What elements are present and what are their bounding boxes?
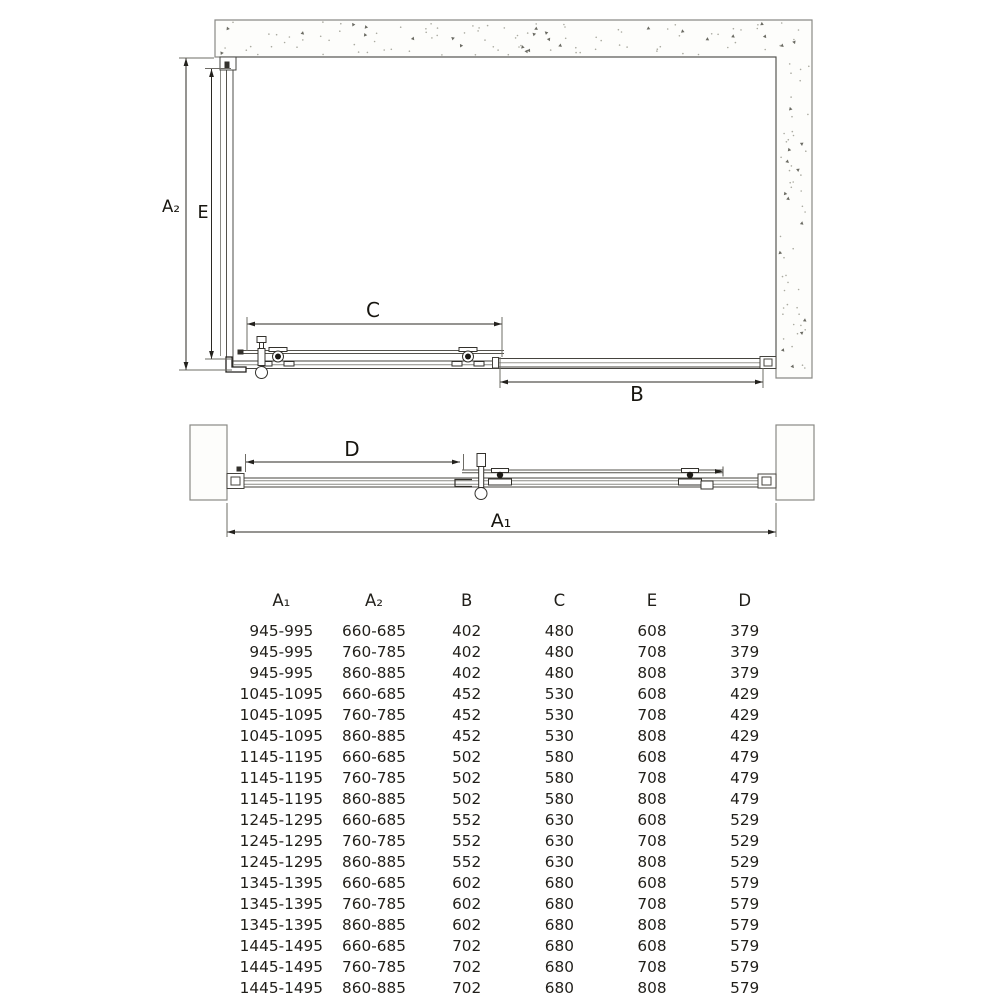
table-row bbox=[235, 831, 791, 852]
table-cell: 429 bbox=[730, 727, 760, 745]
table-cell: 660-685 bbox=[342, 937, 406, 955]
table-cell: 708 bbox=[637, 958, 667, 976]
table-cell: 429 bbox=[730, 685, 760, 703]
table-header-cell: A₁ bbox=[272, 591, 291, 610]
table-cell: 660-685 bbox=[342, 874, 406, 892]
table-cell: 452 bbox=[452, 685, 482, 703]
table-cell: 579 bbox=[730, 895, 760, 913]
table-body bbox=[235, 621, 791, 999]
door-handle bbox=[256, 337, 268, 379]
glass-panel bbox=[233, 57, 776, 363]
table-cell: 702 bbox=[452, 937, 482, 955]
table-header-row bbox=[235, 590, 791, 612]
dim-d bbox=[246, 437, 464, 472]
table-cell: 630 bbox=[544, 811, 574, 829]
table-cell: 580 bbox=[544, 790, 574, 808]
table-cell: 452 bbox=[452, 727, 482, 745]
dim-e bbox=[197, 69, 231, 360]
table-cell: 429 bbox=[730, 706, 760, 724]
table-cell: 579 bbox=[730, 979, 760, 997]
table-cell: 502 bbox=[452, 790, 482, 808]
left-profile bbox=[220, 57, 236, 363]
table-cell: 680 bbox=[544, 916, 574, 934]
dim-label-c: C bbox=[366, 298, 380, 322]
table-cell: 402 bbox=[452, 664, 482, 682]
table-cell: 579 bbox=[730, 937, 760, 955]
table-cell: 602 bbox=[452, 874, 482, 892]
table-cell: 760-785 bbox=[342, 958, 406, 976]
dim-label-a2: A₂ bbox=[162, 197, 180, 216]
table-header-cell: B bbox=[461, 591, 473, 610]
table-row bbox=[235, 978, 791, 999]
table-cell: 480 bbox=[544, 643, 574, 661]
table-cell: 1045-1095 bbox=[239, 727, 324, 745]
table-cell: 860-885 bbox=[342, 727, 406, 745]
table-cell: 702 bbox=[452, 979, 482, 997]
table-row bbox=[235, 684, 791, 705]
wall-speckles-icon bbox=[195, 21, 811, 495]
table-cell: 402 bbox=[452, 643, 482, 661]
table-cell: 708 bbox=[637, 769, 667, 787]
table-row bbox=[235, 894, 791, 915]
table-cell: 402 bbox=[452, 622, 482, 640]
table-row bbox=[235, 936, 791, 957]
table-cell: 808 bbox=[637, 853, 667, 871]
table-cell: 945-995 bbox=[249, 664, 314, 682]
table-cell: 630 bbox=[544, 832, 574, 850]
table-cell: 552 bbox=[452, 811, 482, 829]
table-row bbox=[235, 747, 791, 768]
table-cell: 379 bbox=[730, 643, 760, 661]
front-view bbox=[162, 20, 812, 496]
table-cell: 860-885 bbox=[342, 916, 406, 934]
table-cell: 660-685 bbox=[342, 811, 406, 829]
table-cell: 1245-1295 bbox=[239, 832, 324, 850]
table-cell: 680 bbox=[544, 895, 574, 913]
table-cell: 860-885 bbox=[342, 664, 406, 682]
table-cell: 808 bbox=[637, 664, 667, 682]
table-cell: 1245-1295 bbox=[239, 811, 324, 829]
plan-handle-knob bbox=[475, 454, 487, 500]
table-cell: 502 bbox=[452, 748, 482, 766]
table-cell: 660-685 bbox=[342, 748, 406, 766]
table-cell: 479 bbox=[730, 769, 760, 787]
table-row bbox=[235, 873, 791, 894]
table-cell: 608 bbox=[637, 874, 667, 892]
table-cell: 608 bbox=[637, 937, 667, 955]
table-cell: 808 bbox=[637, 916, 667, 934]
table-cell: 580 bbox=[544, 748, 574, 766]
table-cell: 602 bbox=[452, 895, 482, 913]
table-cell: 452 bbox=[452, 706, 482, 724]
table-cell: 680 bbox=[544, 979, 574, 997]
table-cell: 860-885 bbox=[342, 790, 406, 808]
table-cell: 708 bbox=[637, 643, 667, 661]
table-cell: 530 bbox=[544, 706, 574, 724]
table-row bbox=[235, 810, 791, 831]
plan-clamp-left bbox=[489, 469, 512, 486]
table-cell: 760-785 bbox=[342, 895, 406, 913]
table-cell: 680 bbox=[544, 937, 574, 955]
table-cell: 608 bbox=[637, 622, 667, 640]
table-header-cell: E bbox=[646, 591, 658, 610]
table-row bbox=[235, 621, 791, 642]
table-cell: 1145-1195 bbox=[239, 748, 324, 766]
table-cell: 680 bbox=[544, 874, 574, 892]
table-cell: 579 bbox=[730, 958, 760, 976]
table-cell: 608 bbox=[637, 748, 667, 766]
table-header-cell: A₂ bbox=[365, 591, 383, 610]
table-cell: 529 bbox=[730, 832, 760, 850]
table-cell: 1145-1195 bbox=[239, 769, 324, 787]
dim-label-a1: A₁ bbox=[490, 510, 512, 532]
table-cell: 579 bbox=[730, 916, 760, 934]
table-cell: 479 bbox=[730, 748, 760, 766]
table-cell: 1345-1395 bbox=[239, 916, 324, 934]
table-header-cell: D bbox=[738, 591, 752, 610]
table-row bbox=[235, 663, 791, 684]
table-cell: 760-785 bbox=[342, 706, 406, 724]
table-cell: 708 bbox=[637, 832, 667, 850]
table-cell: 608 bbox=[637, 811, 667, 829]
table-cell: 1445-1495 bbox=[239, 958, 324, 976]
table-cell: 708 bbox=[637, 895, 667, 913]
table-cell: 579 bbox=[730, 874, 760, 892]
table-row bbox=[235, 789, 791, 810]
table-cell: 945-995 bbox=[249, 622, 314, 640]
table-row bbox=[235, 957, 791, 978]
table-cell: 660-685 bbox=[342, 685, 406, 703]
table-cell: 529 bbox=[730, 853, 760, 871]
wall-block-left bbox=[190, 425, 227, 500]
table-cell: 502 bbox=[452, 769, 482, 787]
dim-a1 bbox=[227, 503, 776, 537]
table-cell: 608 bbox=[637, 685, 667, 703]
table-cell: 660-685 bbox=[342, 622, 406, 640]
table-cell: 860-885 bbox=[342, 853, 406, 871]
table-cell: 480 bbox=[544, 622, 574, 640]
table-cell: 1145-1195 bbox=[239, 790, 324, 808]
table-cell: 1245-1295 bbox=[239, 853, 324, 871]
table-row bbox=[235, 642, 791, 663]
table-cell: 708 bbox=[637, 706, 667, 724]
table-row bbox=[235, 726, 791, 747]
table-cell: 760-785 bbox=[342, 643, 406, 661]
table-cell: 552 bbox=[452, 853, 482, 871]
table-cell: 808 bbox=[637, 727, 667, 745]
fixed-panel-bar bbox=[493, 357, 777, 369]
plan-view bbox=[190, 425, 814, 537]
dimension-table bbox=[235, 590, 791, 999]
table-cell: 1345-1395 bbox=[239, 895, 324, 913]
table-cell: 1345-1395 bbox=[239, 874, 324, 892]
dim-label-d: D bbox=[344, 437, 360, 461]
table-row bbox=[235, 915, 791, 936]
table-cell: 1445-1495 bbox=[239, 937, 324, 955]
table-row bbox=[235, 705, 791, 726]
table-cell: 808 bbox=[637, 979, 667, 997]
table-cell: 602 bbox=[452, 916, 482, 934]
table-cell: 530 bbox=[544, 727, 574, 745]
table-cell: 680 bbox=[544, 958, 574, 976]
table-cell: 529 bbox=[730, 811, 760, 829]
table-cell: 808 bbox=[637, 790, 667, 808]
table-cell: 945-995 bbox=[249, 643, 314, 661]
dim-label-b: B bbox=[630, 382, 644, 406]
table-cell: 552 bbox=[452, 832, 482, 850]
table-cell: 760-785 bbox=[342, 769, 406, 787]
table-cell: 1045-1095 bbox=[239, 685, 324, 703]
table-cell: 379 bbox=[730, 622, 760, 640]
table-row bbox=[235, 768, 791, 789]
table-cell: 630 bbox=[544, 853, 574, 871]
table-cell: 1445-1495 bbox=[239, 979, 324, 997]
table-cell: 580 bbox=[544, 769, 574, 787]
table-cell: 379 bbox=[730, 664, 760, 682]
dim-label-e: E bbox=[197, 203, 209, 223]
table-cell: 1045-1095 bbox=[239, 706, 324, 724]
table-cell: 479 bbox=[730, 790, 760, 808]
table-cell: 760-785 bbox=[342, 832, 406, 850]
table-row bbox=[235, 852, 791, 873]
table-cell: 860-885 bbox=[342, 979, 406, 997]
table-cell: 480 bbox=[544, 664, 574, 682]
wall-block-right bbox=[776, 425, 814, 500]
table-cell: 530 bbox=[544, 685, 574, 703]
table-cell: 702 bbox=[452, 958, 482, 976]
table-header-cell: C bbox=[553, 591, 566, 610]
